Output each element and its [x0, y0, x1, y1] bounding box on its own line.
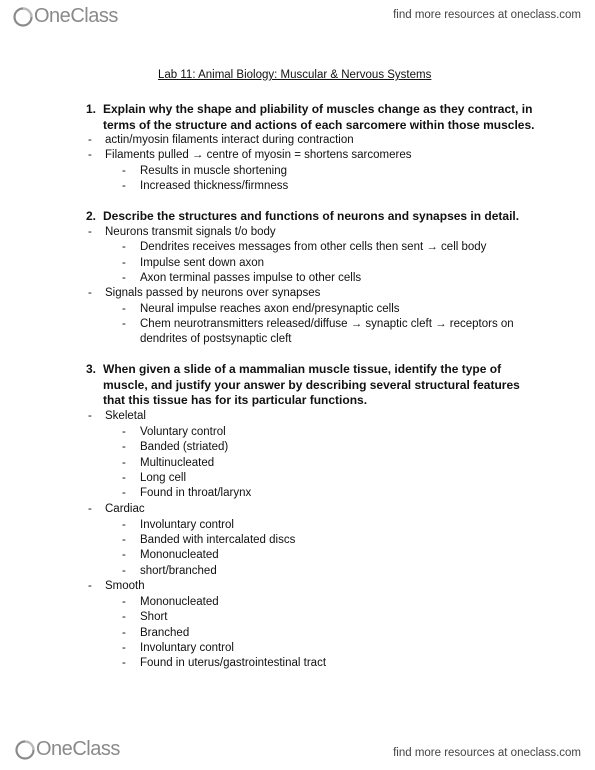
- oneclass-logo-icon: [12, 6, 34, 28]
- question-2: [86, 209, 536, 225]
- oneclass-logo-icon: [14, 739, 36, 761]
- footer-resources-link[interactable]: find more resources at oneclass.com: [393, 747, 581, 759]
- question-1: [86, 102, 536, 133]
- question-text: Describe the structures and functions of neurons and synapses in detail.: [103, 209, 520, 223]
- logo-wordmark: OneClass: [34, 5, 118, 27]
- oneclass-logo[interactable]: [12, 5, 118, 28]
- header-resources-link[interactable]: find more resources at oneclass.com: [393, 9, 581, 21]
- question-text: Explain why the shape and pliability of muscles change as they contract, in terms of the structure and actions of each sarcomere within those muscles.: [103, 102, 535, 132]
- question-3: [86, 362, 536, 409]
- oneclass-logo[interactable]: [14, 738, 120, 761]
- question-number: 1.: [86, 102, 97, 116]
- question-number: 2.: [86, 209, 97, 223]
- page-title: Lab 11: Animal Biology: Muscular & Nervous Systems: [158, 69, 432, 81]
- question-number: 3.: [86, 362, 97, 376]
- question-text: When given a slide of a mammalian muscle tissue, identify the type of muscle, and justify your answer by describing several structural features that this tissue has for its particular functions.: [103, 362, 520, 407]
- logo-wordmark: OneClass: [36, 738, 120, 760]
